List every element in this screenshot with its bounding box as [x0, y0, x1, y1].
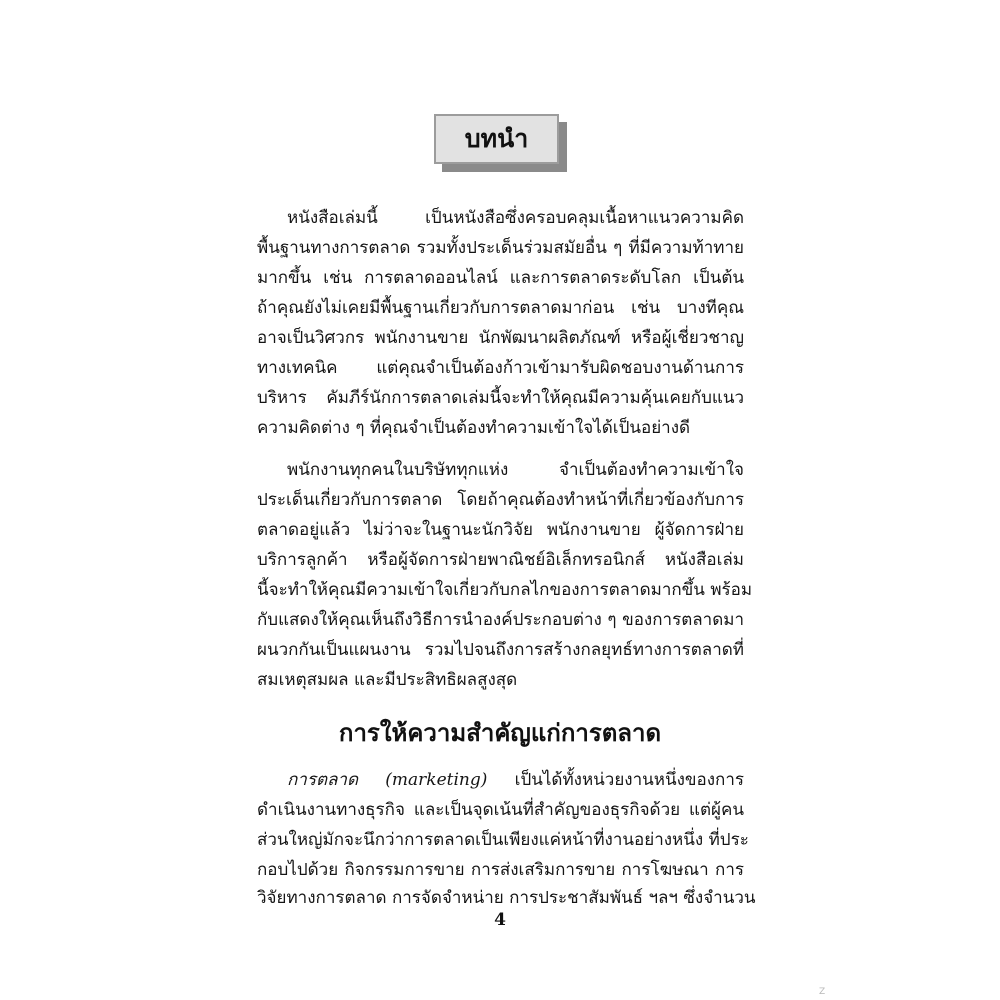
chapter-title-block — [434, 114, 559, 164]
paragraph-1-line: ทางเทคนิค แต่คุณจำเป็นต้องก้าวเข้ามารับผิดชอบงานด้านการ — [257, 358, 744, 378]
paragraph-2-line: กับแสดงให้คุณเห็นถึงวิธีการนำองค์ประกอบต่าง ๆ ของการตลาดมา — [257, 610, 744, 630]
paragraph-3-line: กอบไปด้วย กิจกรรมการขาย การส่งเสริมการขาย การโฆษณา การ — [257, 860, 744, 880]
paragraph-3-first-line — [287, 768, 744, 792]
paragraph-3-line: วิจัยทางการตลาด การจัดจำหน่าย การประชาสัมพันธ์ ฯลฯ ซึ่งจำนวน — [257, 888, 756, 908]
paragraph-3-line: ส่วนใหญ่มักจะนึกว่าการตลาดเป็นเพียงแค่หน้าที่งานอย่างหนึ่ง ที่ประ — [257, 830, 749, 850]
chapter-title: บทนำ — [434, 114, 559, 164]
paragraph-2-line: พนักงานทุกคนในบริษัททุกแห่ง จำเป็นต้องทำความเข้าใจ — [287, 460, 744, 480]
paragraph-2-line: ผนวกกันเป็นแผนงาน รวมไปจนถึงการสร้างกลยุทธ์ทางการตลาดที่ — [257, 640, 744, 660]
paragraph-1-line: หนังสือเล่มนี้ เป็นหนังสือซึ่งครอบคลุมเนื้อหาแนวความคิด — [287, 208, 744, 228]
corner-watermark: Z — [819, 987, 826, 997]
paragraph-1-line: พื้นฐานทางการตลาด รวมทั้งประเด็นร่วมสมัยอื่น ๆ ที่มีความท้าทาย — [257, 238, 744, 258]
first-line-rest: เป็นได้ทั้งหน่วยงานหนึ่งของการ — [487, 770, 744, 790]
paragraph-2-line: ประเด็นเกี่ยวกับการตลาด โดยถ้าคุณต้องทำหน้าที่เกี่ยวข้องกับการ — [257, 490, 744, 510]
paragraph-2-line: สมเหตุสมผล และมีประสิทธิผลสูงสุด — [257, 670, 518, 690]
paragraph-2-line: ตลาดอยู่แล้ว ไม่ว่าจะในฐานะนักวิจัย พนักงานขาย ผู้จัดการฝ่าย — [257, 520, 744, 540]
paragraph-1-line: อาจเป็นวิศวกร พนักงานขาย นักพัฒนาผลิตภัณฑ์ หรือผู้เชี่ยวชาญ — [257, 328, 744, 348]
paragraph-3-line: ดำเนินงานทางธุรกิจ และเป็นจุดเน้นที่สำคัญของธุรกิจด้วย แต่ผู้คน — [257, 800, 744, 820]
paragraph-1-line: บริหาร คัมภีร์นักการตลาดเล่มนี้จะทำให้คุณมีความคุ้นเคยกับแนว — [257, 388, 744, 408]
page-number: 4 — [494, 910, 506, 930]
paragraph-2-line: นี้จะทำให้คุณมีความเข้าใจเกี่ยวกับกลไกของการตลาดมากขึ้น พร้อม — [257, 580, 753, 600]
section-heading: การให้ความสำคัญแก่การตลาด — [338, 719, 662, 747]
italic-term: การตลาด (marketing) — [287, 770, 488, 790]
paragraph-1-line: มากขึ้น เช่น การตลาดออนไลน์ และการตลาดระดับโลก เป็นต้น — [257, 268, 744, 288]
paragraph-1-line: ความคิดต่าง ๆ ที่คุณจำเป็นต้องทำความเข้าใจได้เป็นอย่างดี — [257, 418, 691, 438]
paragraph-2-line: บริการลูกค้า หรือผู้จัดการฝ่ายพาณิชย์อิเล็กทรอนิกส์ หนังสือเล่ม — [257, 550, 744, 570]
paragraph-1-line: ถ้าคุณยังไม่เคยมีพื้นฐานเกี่ยวกับการตลาดมาก่อน เช่น บางทีคุณ — [257, 298, 744, 318]
